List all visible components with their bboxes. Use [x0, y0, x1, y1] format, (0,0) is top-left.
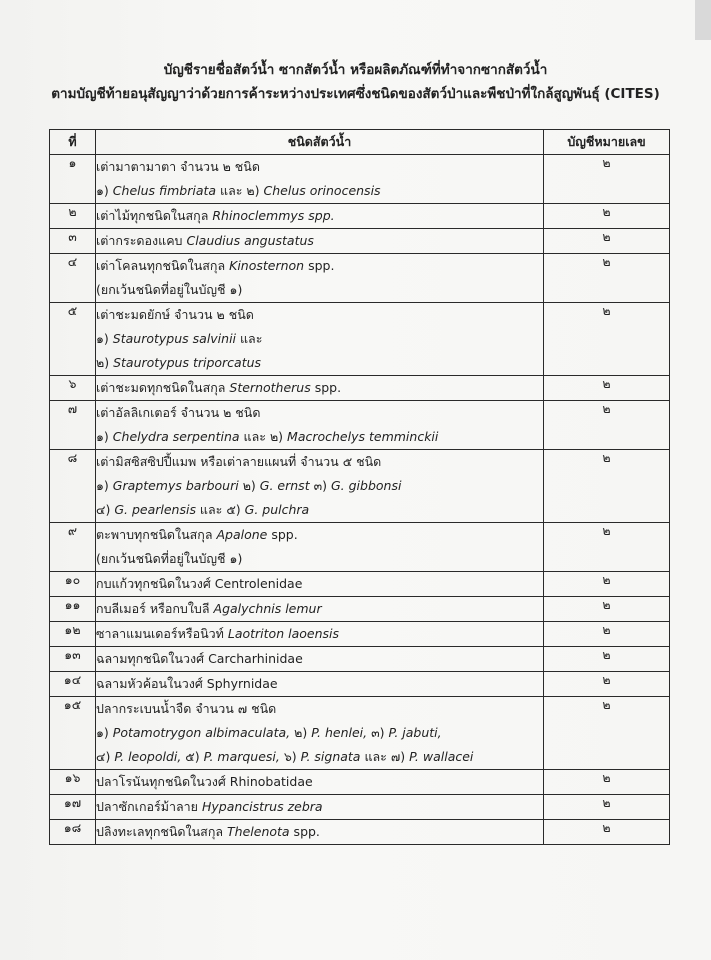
species-text: เต่าโคลนทุกชนิดในสกุล: [96, 258, 230, 273]
species-line: [96, 523, 543, 547]
scientific-name: Staurotypus salvinii: [112, 331, 237, 346]
table-row: [50, 229, 670, 254]
species-text: spp.: [267, 527, 298, 542]
species-text: ๕): [181, 749, 204, 764]
species-text: ๑): [96, 183, 113, 198]
species-cell: [96, 622, 544, 647]
appendix-number: ๒: [544, 795, 670, 820]
scientific-name: P. marquesi,: [203, 749, 280, 764]
species-text: spp.: [310, 380, 342, 395]
species-text: ๑): [96, 478, 113, 493]
species-text: กบลีเมอร์ หรือกบใบลี: [96, 601, 214, 616]
table-body: [50, 155, 670, 845]
scientific-name: Macrochelys temminckii: [287, 429, 439, 444]
species-text: spp.: [304, 258, 335, 273]
row-number: ๑๖: [50, 770, 96, 795]
scientific-name: Thelenota: [227, 824, 290, 839]
species-line: [96, 327, 543, 351]
species-line: [96, 597, 543, 621]
header-list: บัญชีหมายเลข: [544, 130, 670, 155]
species-text: ๓): [309, 478, 331, 493]
scientific-name: P. wallacei: [409, 749, 474, 764]
species-line: [96, 498, 543, 522]
species-text: ๑): [96, 725, 113, 740]
species-line: [96, 572, 543, 596]
table-row: [50, 672, 670, 697]
appendix-number: ๒: [544, 376, 670, 401]
species-line: [96, 376, 543, 400]
title-line-1: บัญชีรายชื่อสัตว์น้ำ ซากสัตว์น้ำ หรือผลิตภัณฑ์ที่ทำจากซากสัตว์น้ำ: [163, 62, 548, 78]
appendix-number: ๒: [544, 622, 670, 647]
species-text: และ ๗): [360, 749, 410, 764]
species-cell: [96, 820, 544, 845]
species-line: [96, 697, 543, 721]
species-cell: [96, 647, 544, 672]
species-text: ๒): [290, 725, 312, 740]
species-line: [96, 745, 543, 769]
species-cell: [96, 450, 544, 523]
row-number: ๓: [50, 229, 96, 254]
species-text: ปลิงทะเลทุกชนิดในสกุล: [96, 824, 228, 839]
species-line: [96, 351, 543, 375]
species-text: ตะพาบทุกชนิดในสกุล: [96, 527, 217, 542]
header-no: ที่: [50, 130, 96, 155]
scientific-name: P. henlei,: [311, 725, 368, 740]
scroll-edge: [695, 0, 711, 40]
scientific-name: P. leopoldi,: [114, 749, 182, 764]
species-cell: [96, 770, 544, 795]
row-number: ๘: [50, 450, 96, 523]
species-cell: [96, 155, 544, 204]
species-cell: [96, 254, 544, 303]
appendix-number: ๒: [544, 204, 670, 229]
species-text: ปลาโรนันทุกชนิดในวงศ์ Rhinobatidae: [96, 774, 313, 789]
species-cell: [96, 795, 544, 820]
species-text: เต่าไม้ทุกชนิดในสกุล: [96, 208, 213, 223]
scientific-name: Hypancistrus zebra: [201, 799, 323, 814]
species-text: ซาลาแมนเดอร์หรือนิวท์: [96, 626, 228, 641]
appendix-number: ๒: [544, 155, 670, 204]
species-line: [96, 622, 543, 646]
species-line: [96, 303, 543, 327]
appendix-number: ๒: [544, 303, 670, 376]
table-row: [50, 401, 670, 450]
species-text: เต่าชะมดทุกชนิดในสกุล: [96, 380, 230, 395]
scientific-name: Rhinoclemmys spp.: [212, 208, 335, 223]
species-cell: [96, 204, 544, 229]
row-number: ๑๑: [50, 597, 96, 622]
species-line: [96, 254, 543, 278]
species-text: ๑): [96, 331, 113, 346]
species-text: ฉลามหัวค้อนในวงศ์ Sphyrnidae: [96, 676, 278, 691]
species-line: [96, 229, 543, 253]
table-header-row: [50, 130, 670, 155]
row-number: ๔: [50, 254, 96, 303]
species-line: [96, 820, 543, 844]
species-line: [96, 425, 543, 449]
appendix-number: ๒: [544, 523, 670, 572]
appendix-number: ๒: [544, 229, 670, 254]
species-line: [96, 401, 543, 425]
table-row: [50, 155, 670, 204]
species-text: ๓): [367, 725, 389, 740]
document-title: [0, 58, 711, 106]
species-cell: [96, 672, 544, 697]
scientific-name: P. jabuti,: [388, 725, 442, 740]
species-cell: [96, 229, 544, 254]
appendix-number: ๒: [544, 572, 670, 597]
scientific-name: Claudius angustatus: [186, 233, 314, 248]
header-name: ชนิดสัตว์น้ำ: [96, 130, 544, 155]
table-row: [50, 820, 670, 845]
species-text: (ยกเว้นชนิดที่อยู่ในบัญชี ๑): [96, 282, 243, 297]
appendix-number: ๒: [544, 450, 670, 523]
row-number: ๑๓: [50, 647, 96, 672]
row-number: ๗: [50, 401, 96, 450]
scientific-name: G. pulchra: [244, 502, 310, 517]
species-text: เต่ากระดองแคบ: [96, 233, 187, 248]
row-number: ๑๐: [50, 572, 96, 597]
appendix-number: ๒: [544, 672, 670, 697]
species-text: เต่าชะมดยักษ์ จำนวน ๒ ชนิด: [96, 307, 254, 322]
table-row: [50, 376, 670, 401]
species-text: ฉลามทุกชนิดในวงศ์ Carcharhinidae: [96, 651, 303, 666]
species-text: เต่าอัลลิเกเตอร์ จำนวน ๒ ชนิด: [96, 405, 261, 420]
species-text: ปลากระเบนน้ำจืด จำนวน ๗ ชนิด: [96, 701, 277, 716]
scientific-name: Sternotherus: [229, 380, 311, 395]
appendix-number: ๒: [544, 597, 670, 622]
scientific-name: Laotriton laoensis: [227, 626, 339, 641]
species-line: [96, 155, 543, 179]
species-cell: [96, 597, 544, 622]
row-number: ๑: [50, 155, 96, 204]
table-row: [50, 597, 670, 622]
appendix-number: ๒: [544, 770, 670, 795]
species-text: ๖): [279, 749, 301, 764]
row-number: ๖: [50, 376, 96, 401]
table-row: [50, 254, 670, 303]
table-row: [50, 572, 670, 597]
scientific-name: Apalone: [216, 527, 268, 542]
species-line: [96, 204, 543, 228]
species-text: และ ๒): [216, 183, 264, 198]
appendix-number: ๒: [544, 254, 670, 303]
row-number: ๑๔: [50, 672, 96, 697]
row-number: ๕: [50, 303, 96, 376]
species-text: ๔): [96, 749, 115, 764]
appendix-number: ๒: [544, 401, 670, 450]
table-row: [50, 647, 670, 672]
row-number: ๑๒: [50, 622, 96, 647]
species-line: [96, 770, 543, 794]
scientific-name: P. signata: [300, 749, 361, 764]
species-text: และ ๒): [239, 429, 288, 444]
table-row: [50, 622, 670, 647]
scientific-name: Staurotypus triporcatus: [113, 355, 262, 370]
scientific-name: Chelus fimbriata: [112, 183, 217, 198]
table-row: [50, 770, 670, 795]
species-text: ๑): [96, 429, 113, 444]
table-row: [50, 303, 670, 376]
title-line-2: ตามบัญชีท้ายอนุสัญญาว่าด้วยการค้าระหว่างประเทศซึ่งชนิดของสัตว์ป่าและพืชป่าที่ใกล้สูญพันธุ์ (CITES): [51, 86, 660, 102]
appendix-number: ๒: [544, 820, 670, 845]
species-line: [96, 450, 543, 474]
species-cell: [96, 523, 544, 572]
table-row: [50, 795, 670, 820]
row-number: ๑๘: [50, 820, 96, 845]
species-cell: [96, 572, 544, 597]
species-text: (ยกเว้นชนิดที่อยู่ในบัญชี ๑): [96, 551, 243, 566]
species-cell: [96, 303, 544, 376]
species-line: [96, 647, 543, 671]
species-text: กบแก้วทุกชนิดในวงศ์ Centrolenidae: [96, 576, 303, 591]
species-line: [96, 795, 543, 819]
scientific-name: Kinosternon: [229, 258, 305, 273]
row-number: ๒: [50, 204, 96, 229]
species-text: ๒): [96, 355, 114, 370]
species-cell: [96, 697, 544, 770]
species-text: ๒): [238, 478, 260, 493]
appendix-number: ๒: [544, 697, 670, 770]
row-number: ๑๗: [50, 795, 96, 820]
scientific-name: Chelus orinocensis: [263, 183, 381, 198]
table-row: [50, 523, 670, 572]
species-line: [96, 179, 543, 203]
species-table: [49, 129, 670, 845]
species-line: [96, 278, 543, 302]
species-line: [96, 474, 543, 498]
row-number: ๑๕: [50, 697, 96, 770]
species-text: และ: [236, 331, 263, 346]
species-text: เต่ามาตามาตา จำนวน ๒ ชนิด: [96, 159, 260, 174]
species-line: [96, 672, 543, 696]
scientific-name: Chelydra serpentina: [112, 429, 240, 444]
species-text: และ ๕): [195, 502, 245, 517]
scientific-name: G. ernst: [259, 478, 310, 493]
scientific-name: G. pearlensis: [114, 502, 196, 517]
species-text: เต่ามิสซิสซิปปี้แมพ หรือเต่าลายแผนที่ จำนวน ๕ ชนิด: [96, 454, 382, 469]
scientific-name: Agalychnis lemur: [213, 601, 322, 616]
scientific-name: G. gibbonsi: [330, 478, 402, 493]
species-cell: [96, 401, 544, 450]
scientific-name: Potamotrygon albimaculata,: [112, 725, 291, 740]
species-text: ปลาซักเกอร์ม้าลาย: [96, 799, 202, 814]
species-text: ๔): [96, 502, 115, 517]
table-row: [50, 697, 670, 770]
appendix-number: ๒: [544, 647, 670, 672]
row-number: ๙: [50, 523, 96, 572]
table-row: [50, 450, 670, 523]
species-text: spp.: [289, 824, 320, 839]
species-line: [96, 721, 543, 745]
table-row: [50, 204, 670, 229]
species-cell: [96, 376, 544, 401]
species-line: [96, 547, 543, 571]
scientific-name: Graptemys barbouri: [112, 478, 239, 493]
